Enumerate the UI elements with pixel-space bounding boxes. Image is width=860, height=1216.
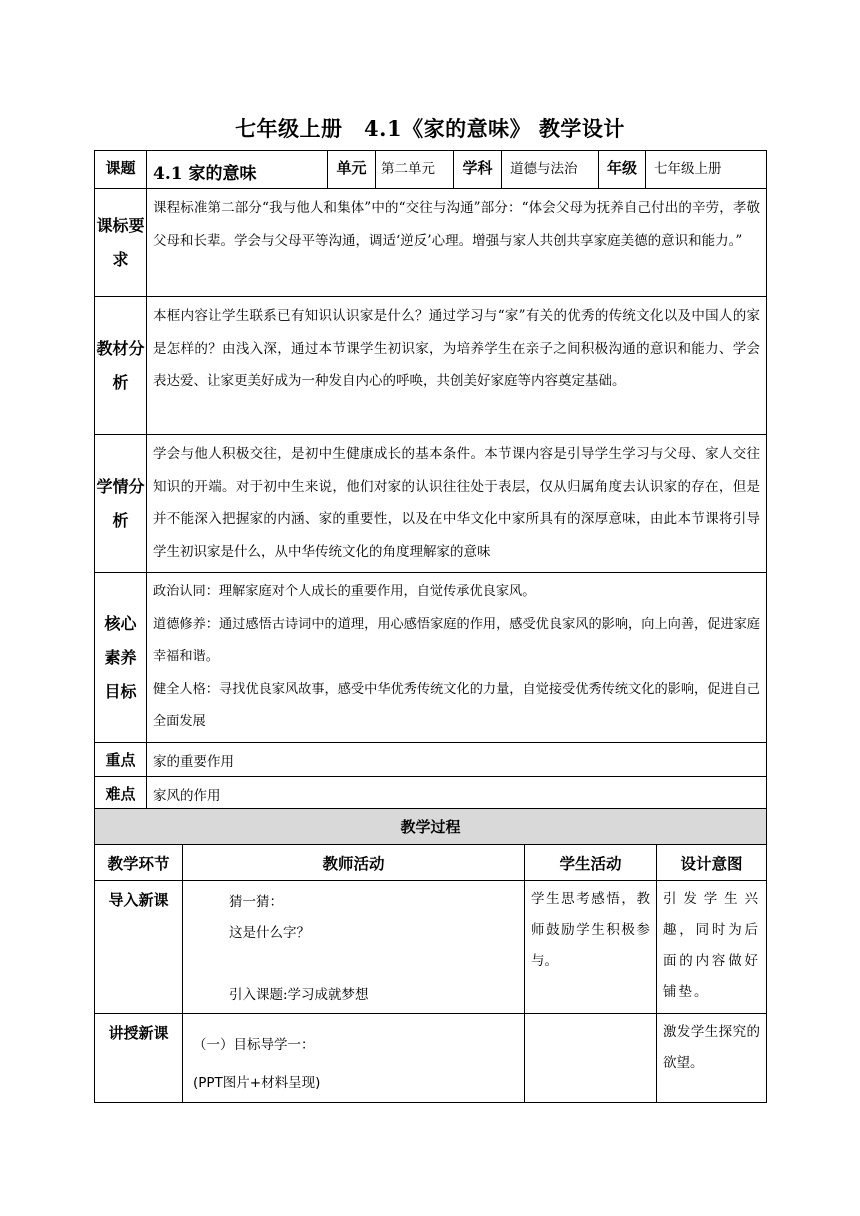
core-label <box>95 573 147 743</box>
difficulty-label: 难点 <box>95 777 147 811</box>
student-cell <box>525 1014 657 1103</box>
students-row <box>95 435 767 573</box>
intent-cell: 引发学生兴趣，同时为后面的内容做好铺垫。 <box>657 881 767 1014</box>
difficulty-text: 家风的作用 <box>147 777 767 811</box>
header-stage: 教学环节 <box>95 845 183 881</box>
key-point-row <box>95 743 767 777</box>
key-point-text: 家的重要作用 <box>147 743 767 777</box>
student-cell: 学生思考感悟，教师鼓励学生积极参与。 <box>525 881 657 1014</box>
teacher-line: （一）目标导学一： <box>193 1037 315 1053</box>
teacher-line: 引入课题:学习成就梦想 <box>229 987 369 1003</box>
lesson-plan-table <box>94 150 767 811</box>
standard-text: 课程标准第二部分“我与他人和集体”中的“交往与沟通”部分：“体会父母为抚养自己付出的辛劳，孝敬父母和长辈。学会与父母平等沟通，调适‘逆反’心理。增强与家人共创共享家庭美德的意识和能力。” <box>147 189 767 297</box>
standard-label: 课标要求 <box>95 189 147 297</box>
key-point-label: 重点 <box>95 743 147 777</box>
process-header-row <box>95 845 767 881</box>
standard-row <box>95 189 767 297</box>
grade-value: 七年级上册 <box>646 151 767 189</box>
process-table <box>94 808 767 1103</box>
teacher-line <box>229 949 524 980</box>
stage-cell: 导入新课 <box>95 881 183 1014</box>
process-title-row <box>95 809 767 845</box>
teacher-line: 这是什么字？ <box>229 925 310 941</box>
core-label-line: 目标 <box>104 681 137 701</box>
textbook-text: 本框内容让学生联系已有知识认识家是什么？通过学习与“家”有关的优秀的传统文化以及中国人的家是怎样的？由浅入深，通过本节课学生初识家，为培养学生在亲子之间积极沟通的意识和能力、学会表达爱、让家更美好成为一种发自内心的呼唤，共创美好家庭等内容奠定基础。 <box>147 297 767 435</box>
teacher-cell <box>183 881 525 1014</box>
process-title: 教学过程 <box>95 809 767 845</box>
core-label-line: 核心 <box>104 613 137 633</box>
subject-value: 道德与法治 <box>502 151 599 189</box>
difficulty-row <box>95 777 767 811</box>
core-item: 健全人格：寻找优良家风故事，感受中华优秀传统文化的力量，自觉接受优秀传统文化的影响，促进自己全面发展 <box>153 681 760 729</box>
table-row <box>95 1014 767 1103</box>
lesson-label: 课题 <box>95 151 147 189</box>
core-row <box>95 573 767 743</box>
document-title: 七年级上册 4.1《家的意味》 教学设计 <box>235 116 625 141</box>
core-label-line: 素养 <box>104 647 137 667</box>
header-teacher: 教师活动 <box>183 845 525 881</box>
teacher-cell <box>183 1014 525 1103</box>
textbook-row <box>95 297 767 435</box>
lesson-value: 4.1 家的意味 <box>147 151 328 189</box>
intent-cell: 激发学生探究的欲望。 <box>657 1014 767 1103</box>
students-text: 学会与他人积极交往，是初中生健康成长的基本条件。本节课内容是引导学生学习与父母、家人交往知识的开端。对于初中生来说，他们对家的认识往往处于表层，仅从归属角度去认识家的存在，但是并不能深入把握家的内涵、家的重要性，以及在中华文化中家所具有的深厚意味，由此本节课将引导学生初识家是什么，从中华传统文化的角度理解家的意味 <box>147 435 767 573</box>
grade-label: 年级 <box>599 151 646 189</box>
table-row <box>95 881 767 1014</box>
core-text <box>147 573 767 743</box>
core-item: 道德修养：通过感悟古诗词中的道理，用心感悟家庭的作用，感受优良家风的影响，向上向善，促进家庭幸福和谐。 <box>153 616 760 664</box>
unit-label: 单元 <box>328 151 376 189</box>
teacher-line: (PPT图片+材料呈现) <box>193 1075 321 1091</box>
teacher-line: 猜一猜： <box>229 894 283 910</box>
header-intent: 设计意图 <box>657 845 767 881</box>
header-student: 学生活动 <box>525 845 657 881</box>
stage-cell: 讲授新课 <box>95 1014 183 1103</box>
textbook-label: 教材分析 <box>95 297 147 435</box>
students-label: 学情分析 <box>95 435 147 573</box>
core-item: 政治认同：理解家庭对个人成长的重要作用，自觉传承优良家风。 <box>153 584 536 599</box>
subject-label: 学科 <box>454 151 502 189</box>
meta-row <box>95 151 767 189</box>
unit-value: 第二单元 <box>376 151 454 189</box>
